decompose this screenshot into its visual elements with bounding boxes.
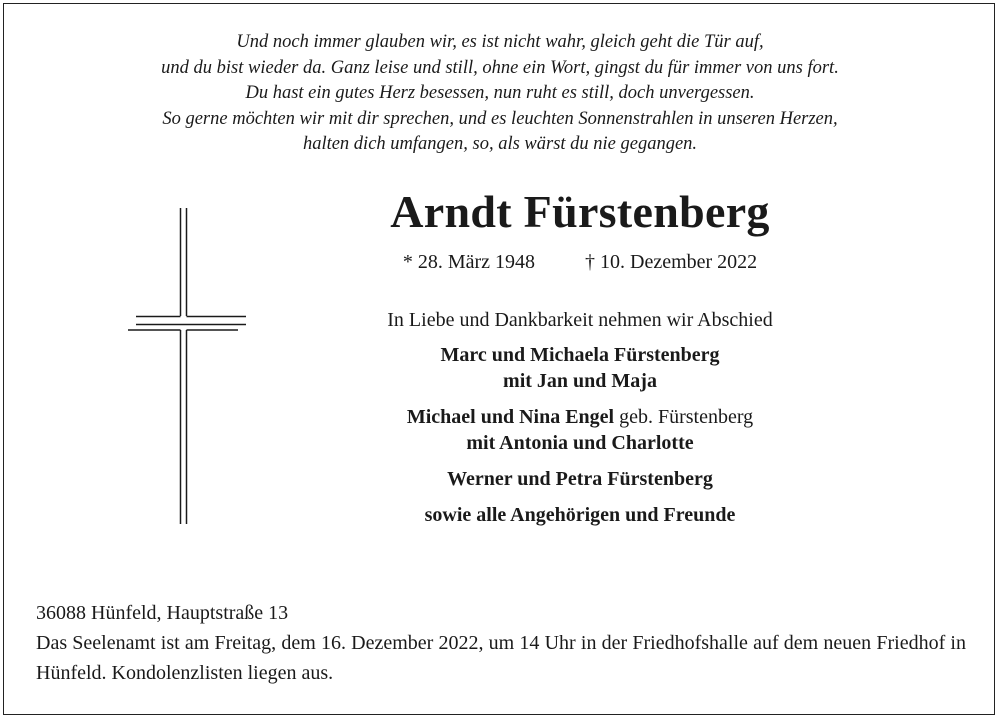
poem: [0, 30, 1000, 158]
mourner-line: [330, 430, 830, 456]
mourner-names: mit Jan und Maja: [503, 370, 657, 392]
mourner-group: [330, 342, 830, 394]
mourner-names: sowie alle Angehörigen und Freunde: [424, 504, 736, 526]
mourner-names: Michael und Nina Engel: [406, 406, 615, 428]
death-date: † 10. Dezember 2022: [585, 251, 758, 273]
mourner-names: mit Antonia und Charlotte: [466, 432, 694, 454]
mourner-group: [330, 404, 830, 456]
mourner-names: Werner und Petra Fürstenberg: [447, 468, 713, 490]
birth-date: * 28. März 1948: [402, 251, 536, 273]
poem-line: und du bist wieder da. Ganz leise und still, ohne ein Wort, gingst du für immer von uns fort.: [161, 57, 839, 78]
address: 36088 Hünfeld, Hauptstraße 13: [36, 602, 289, 624]
life-dates: [330, 248, 830, 276]
poem-line: Und noch immer glauben wir, es ist nicht wahr, gleich geht die Tür auf,: [236, 32, 764, 52]
mourner-line: [330, 342, 830, 368]
farewell-intro: In Liebe und Dankbarkeit nehmen wir Abschied: [387, 309, 773, 331]
mourner-line: [330, 368, 830, 394]
mourner-line: [330, 502, 830, 528]
poem-line: Du hast ein gutes Herz besessen, nun ruht es still, doch unvergessen.: [245, 83, 755, 103]
mourner-group: [330, 502, 830, 528]
mourner-group: [330, 466, 830, 492]
cross-icon: [128, 206, 248, 536]
deceased-name: Arndt Fürstenberg: [390, 186, 770, 237]
poem-line: So gerne möchten wir mit dir sprechen, und es leuchten Sonnenstrahlen in unseren Herzen,: [162, 108, 838, 129]
poem-line: halten dich umfangen, so, als wärst du nie gegangen.: [302, 134, 698, 154]
mourners-block: [330, 306, 830, 538]
footer-info: [36, 598, 966, 688]
mourner-names: Marc und Michaela Fürstenberg: [440, 344, 720, 366]
mourner-line: [330, 404, 830, 430]
mourner-line: [330, 466, 830, 492]
mourner-note: geb. Fürstenberg: [614, 406, 754, 428]
service-info: Das Seelenamt ist am Freitag, dem 16. Dezember 2022, um 14 Uhr in der Friedhofshalle auf dem neuen Friedhof in Hünfeld. Kondolenzlisten liegen aus.: [36, 632, 966, 684]
